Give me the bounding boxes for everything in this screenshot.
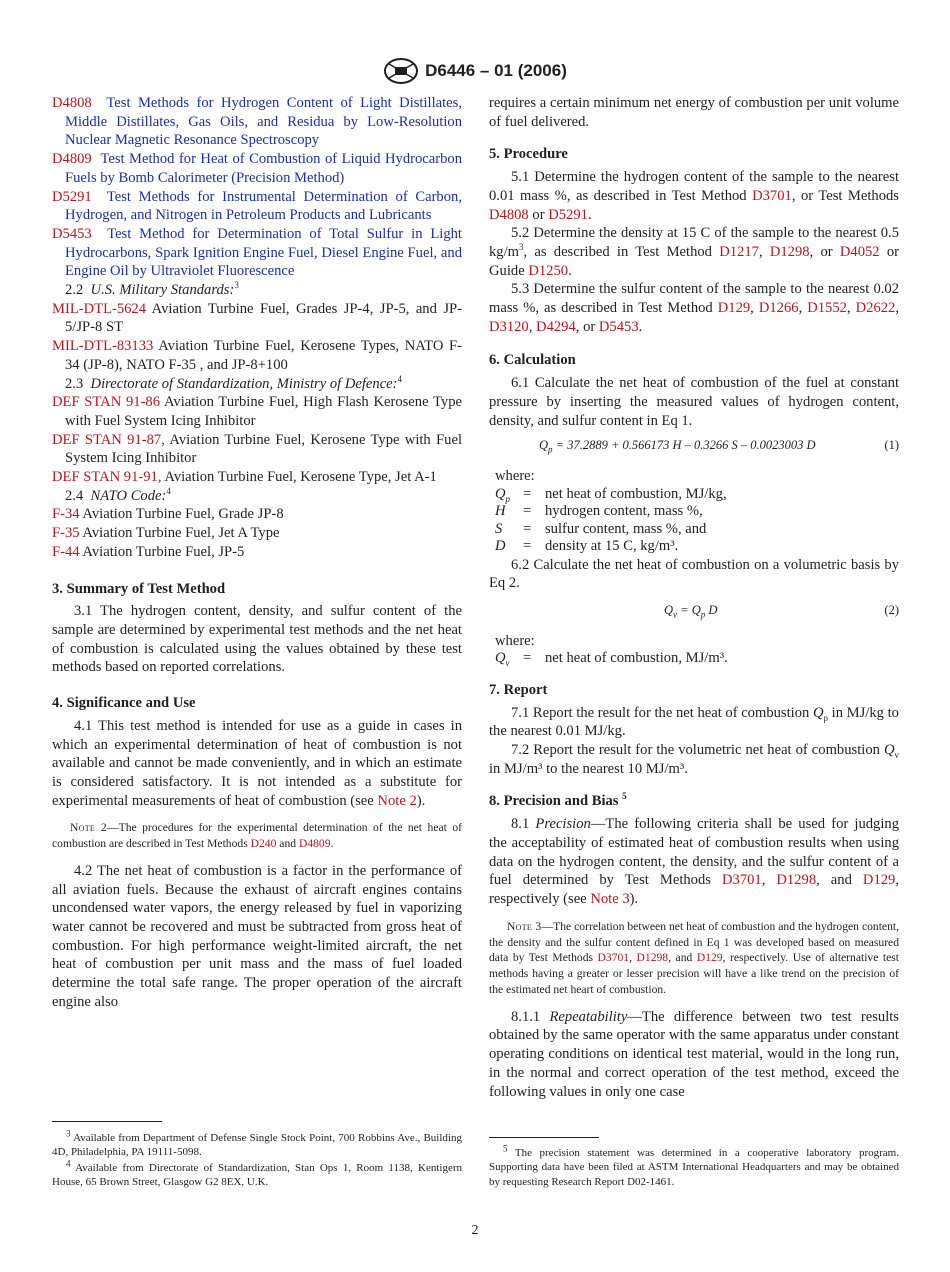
footnote-4: $^4$ Available from Directorate of Standardization, Stan Ops 1, Room 1138, Kentigern House, 65 Brown Street, Glasgow G2 8EX, U.K. [52, 1158, 462, 1189]
ref-link-defstan-91-87[interactable]: DEF STAN 91-87, [52, 431, 165, 448]
paragraph-4-2: 4.2 The net heat of combustion is a factor in the performance of all aviation fuels. Because the exhaust of aircraft engines contains uncondensed water vapors, the energy released by fuel in vaporizing water cannot be recovered and must be subtracted from gross heat of combustion. For high performance weight-limited aircraft, the net heat of combustion per unit mass and the mass of fuel loaded determine the total safe range. The proper operation of the aircraft engine also [52, 862, 462, 1010]
paragraph-continued: requires a certain minimum net energy of combustion per unit volume of fuel delivered. [489, 95, 899, 130]
note-3-link[interactable]: Note 3 [590, 891, 630, 907]
subsection-2-4: 2.4 NATO Code:$^4$ [65, 485, 171, 504]
ref-link-f34[interactable]: F-34 [52, 506, 80, 523]
link-d3120[interactable]: D3120 [489, 318, 529, 335]
equation-2: $Q_v = Q_p$ D (2) [664, 603, 899, 620]
equation-1: $Q_p = 37.2889 + 0.566173$ H – 0.3266 S – 0.0023003 D (1) [539, 438, 899, 455]
astm-logo-icon [383, 58, 419, 84]
ref-link-defstan-91-91[interactable]: DEF STAN 91-91, [52, 469, 162, 486]
definitions-eq1 [489, 486, 899, 556]
link-d3701[interactable]: D3701 [721, 872, 762, 889]
note3-link-d129[interactable]: D129 [696, 951, 723, 965]
footnote-rule [52, 1121, 162, 1122]
link-d5453[interactable]: D5453 [598, 318, 639, 335]
astm-references [52, 94, 462, 281]
footnote-5: $^5$ The precision statement was determined in a cooperative laboratory program. Supporting data have been filed at ASTM International Headquarters and may be obtained by requesting Research Report D02-1461. [489, 1143, 899, 1188]
ref-link-mil-83133[interactable]: MIL-DTL-83133 [52, 338, 154, 355]
link-d1250[interactable]: D1250 [528, 262, 569, 279]
ref-link-f44[interactable]: F-44 [52, 543, 80, 560]
ref-link-d4808[interactable]: D4808 [52, 95, 92, 111]
definition-row: $Q_v$ = net heat of combustion, MJ/m³. [495, 650, 728, 669]
link-d4052[interactable]: D4052 [839, 243, 880, 260]
section-8-heading: 8. Precision and Bias $^5$ [489, 791, 627, 810]
reference-mil-83133: MIL-DTL-83133 Aviation Turbine Fuel, Kerosene Types, NATO F-34 (JP-8), NATO F-35 , and JP-8+100 [52, 338, 463, 373]
reference-d4809 [52, 150, 462, 187]
reference-defstan-91-87: DEF STAN 91-87, Aviation Turbine Fuel, Kerosene Type with Fuel System Icing Inhibitor [52, 431, 462, 467]
right-column [489, 94, 899, 1101]
paragraph-6-2: 6.2 Calculate the net heat of combustion on a volumetric basis by Eq 2. [489, 556, 899, 592]
paragraph-4-1: 4.1 This test method is intended for use as a guide in cases in which an experimental determination of heat of combustion is not available and cannot be made conveniently, and in which an estimate is considered satisfactory. It is not intended as a substitute for experimental measurements of heat of combustion (see Note 2). [52, 717, 462, 809]
paragraph-8-1-1: 8.1.1 Repeatability—The difference between two test results obtained by the same operator with the same apparatus under constant operating conditions on identical test material, would in the long run, in the normal and correct operation of the test method, exceed the following values in only one case [489, 1008, 899, 1100]
reference-f44: F-44 Aviation Turbine Fuel, JP-5 [52, 543, 245, 560]
reference-mil-5624: MIL-DTL-5624 Aviation Turbine Fuel, Grades JP-4, JP-5, and JP-5/JP-8 ST [52, 300, 462, 336]
ref-text: Test Methods for Hydrogen Content of Light Distillates, Middle Distillates, Gas Oils, and Residua by Low-Resolution Nuclear Magnetic Resonance Spectroscopy [65, 95, 462, 149]
note-2-link[interactable]: Note 2 [377, 792, 417, 809]
page-number: 2 [471, 1223, 479, 1238]
ref-link-d5453[interactable]: D5453 [52, 225, 92, 242]
link-d3701[interactable]: D3701 [752, 187, 792, 204]
where-label: where: [495, 632, 535, 649]
paragraph-8-1: 8.1 Precision—The following criteria shall be used for judging the acceptability of estimated heat of combustion results when using data on the hydrogen content, the density, and the sulfur content of a fuel determined by Test Methods D3701, D1298, and D129, respectively (see Note 3). [489, 816, 899, 907]
ref-link-mil-5624[interactable]: MIL-DTL-5624 [52, 300, 147, 317]
subsection-2-3: 2.3 Directorate of Standardization, Ministry of Defence:$^4$ [65, 373, 403, 392]
footnote-3: $^3$ Available from Department of Defense Single Stock Point, 700 Robbins Ave., Building 4D, Philadelphia, PA 19111-5098. [52, 1128, 462, 1159]
link-d1266[interactable]: D1266 [758, 300, 799, 317]
definition-row: D = density at 15 C, kg/m³. [495, 538, 679, 555]
definition-row: S = sulfur content, mass %, and [495, 520, 707, 537]
reference-f34: F-34 Aviation Turbine Fuel, Grade JP-8 [52, 506, 284, 523]
subsection-2-2: 2.2 U.S. Military Standards:$^3$ [65, 280, 239, 299]
section-3-heading: 3. Summary of Test Method [52, 580, 226, 597]
ref-link-d4809[interactable]: D4809 [52, 151, 92, 168]
link-d1217[interactable]: D1217 [719, 243, 759, 260]
link-d4808[interactable]: D4808 [489, 206, 529, 223]
paragraph-3-1: 3.1 The hydrogen content, density, and sulfur content of the sample are determined by experimental test methods and the net heat of combustion is calculated using the values obtained by these test methods based on reported correlations. [52, 603, 462, 676]
reference-d5453 [52, 225, 462, 281]
section-5-heading: 5. Procedure [489, 146, 568, 163]
link-d1552[interactable]: D1552 [807, 300, 847, 317]
ref-link-f35[interactable]: F-35 [52, 525, 80, 542]
link-d2622[interactable]: D2622 [855, 300, 896, 317]
ref-text: Test Method for Determination of Total Sulfur in Light Hydrocarbons, Spark Ignition Engine Fuel, Diesel Engine Fuel, and Engine Oil by Ultraviolet Fluorescence [65, 225, 462, 280]
reference-defstan-91-86: DEF STAN 91-86 Aviation Turbine Fuel, High Flash Kerosene Type with Fuel System Icing Inhibitor [52, 394, 462, 429]
where-label: where: [495, 467, 535, 484]
paragraph-7-1: 7.1 Report the result for the net heat of combustion $Q_p$ in MJ/kg to the nearest 0.01 MJ/kg. [489, 704, 899, 740]
note2-link-d240[interactable]: D240 [250, 837, 277, 851]
note2-link-d4809[interactable]: D4809 [298, 837, 331, 851]
footnote-rule [489, 1137, 599, 1138]
note-3: Note 3—The correlation between net heat of combustion and the hydrogen content, the density and the sulfur content defined in Eq 1 was developed based on measured data by Test Methods D3701, D1298, and D129, respectively. Use of alternative test methods having a greater or lesser precision will have a like trend on the precision of the estimated net heart of combustion. [489, 919, 900, 996]
definitions-eq2 [489, 650, 899, 668]
ref-link-d5291[interactable]: D5291 [52, 188, 92, 205]
section-6-heading: 6. Calculation [489, 352, 576, 369]
document-id: D6446 – 01 (2006) [425, 61, 567, 80]
ref-text: Test Methods for Instrumental Determination of Carbon, Hydrogen, and Nitrogen in Petroleum Products and Lubricants [65, 188, 462, 224]
reference-d4808 [52, 94, 462, 150]
page-header [0, 58, 950, 84]
reference-d5291 [52, 188, 462, 225]
link-d1298[interactable]: D1298 [776, 872, 817, 889]
paragraph-5-2: 5.2 Determine the density at 15 C of the sample to the nearest 0.5 $kg/m^3$, as described in Test Method D1217, D1298, or D4052 or Guide D1250. [489, 225, 900, 279]
equation-number: (2) [884, 603, 899, 618]
definition-row: H = hydrogen content, mass %, [495, 503, 703, 520]
paragraph-6-1: 6.1 Calculate the net heat of combustion of the fuel at constant pressure by inserting the measured values of hydrogen content, density, and sulfur content in Eq 1. [489, 375, 899, 429]
note3-link-d3701[interactable]: D3701 [597, 951, 630, 965]
ref-text: Test Method for Heat of Combustion of Liquid Hydrocarbon Fuels by Bomb Calorimeter (Precision Method) [65, 151, 462, 186]
section-4-heading: 4. Significance and Use [52, 695, 196, 712]
reference-defstan-91-91: DEF STAN 91-91, Aviation Turbine Fuel, Kerosene Type, Jet A-1 [52, 469, 437, 486]
definition-row: $Q_p$ = net heat of combustion, MJ/kg, [495, 485, 727, 504]
note-2: Note 2—The procedures for the experimental determination of the net heat of combustion are described in Test Methods D240 and D4809. [52, 821, 462, 851]
left-column [52, 94, 462, 1012]
equation-number: (1) [884, 438, 899, 453]
link-d1298[interactable]: D1298 [769, 243, 810, 260]
section-7-heading: 7. Report [489, 681, 548, 698]
paragraph-7-2: 7.2 Report the result for the volumetric net heat of combustion $Q_v$ in MJ/m³ to the nearest 10 MJ/m³. [489, 742, 899, 777]
link-d129[interactable]: D129 [862, 872, 896, 889]
ref-link-defstan-91-86[interactable]: DEF STAN 91-86 [52, 394, 161, 411]
link-d4294[interactable]: D4294 [536, 318, 576, 335]
link-d5291[interactable]: D5291 [548, 206, 588, 223]
link-d129[interactable]: D129 [717, 300, 751, 317]
note3-link-d1298[interactable]: D1298 [636, 951, 669, 965]
paragraph-5-3: 5.3 Determine the sulfur content of the sample to the nearest 0.02 mass %, as described in Test Method D129, D1266, D1552, D2622, D3120, D4294, or D5453. [489, 281, 899, 335]
reference-f35: F-35 Aviation Turbine Fuel, Jet A Type [52, 525, 280, 542]
paragraph-5-1: 5.1 Determine the hydrogen content of the sample to the nearest 0.01 mass %, as described in Test Method D3701, or Test Methods D4808 or D5291. [489, 169, 899, 223]
